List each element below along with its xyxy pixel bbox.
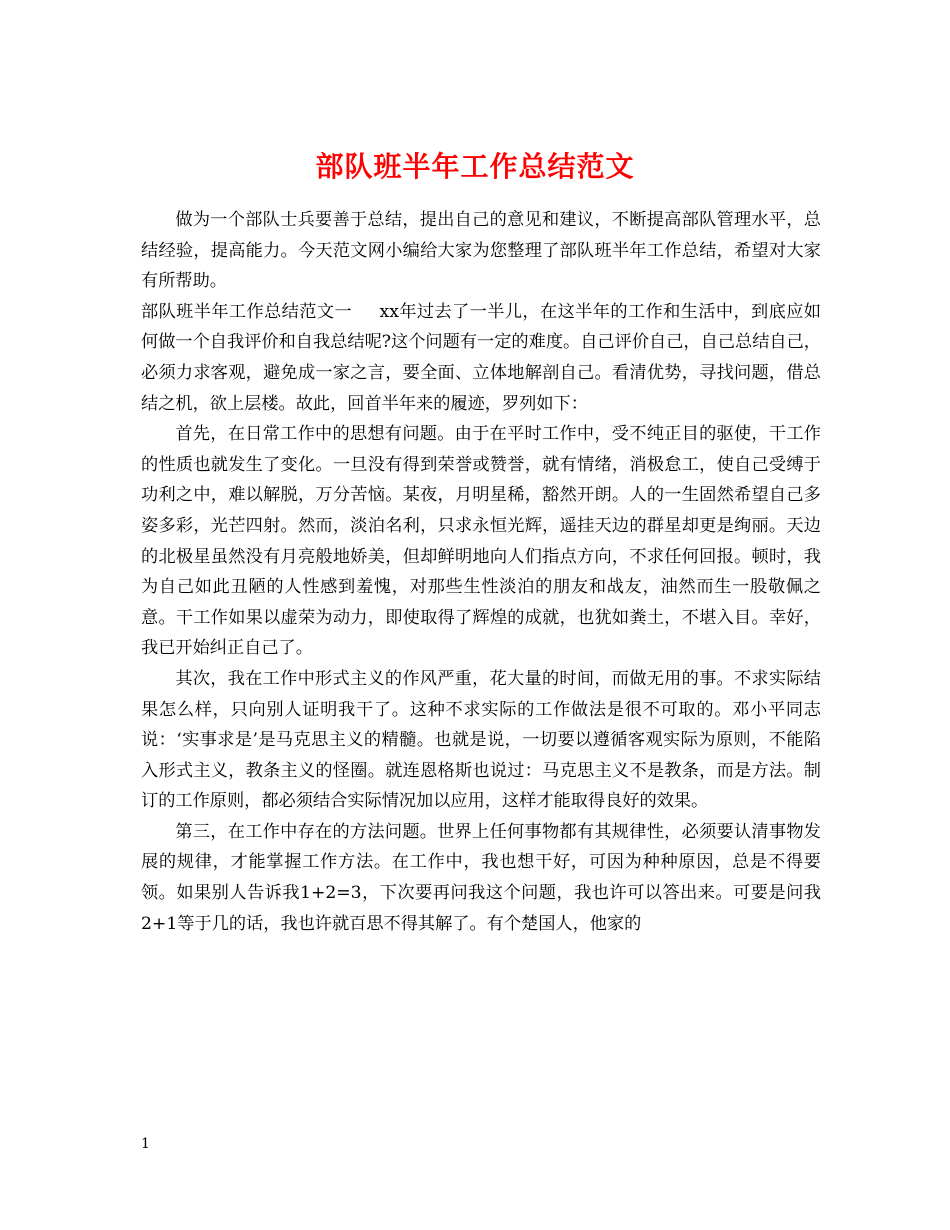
section-paragraph bbox=[141, 297, 821, 419]
body-paragraph-second: 其次，我在工作中形式主义的作风严重，花大量的时间，而做无用的事。不求实际结果怎么样，只向别人证明我干了。这种不求实际的工作做法是很不可取的。邓小平同志说：‘实事求是’是马克思主义的精髓。也就是说，一切要以遵循客观实际为原则，不能陷入形式主义，教条主义的怪圈。就连恩格斯也说过：马克思主义不是教条，而是方法。制订的工作原则，都必须结合实际情况加以应用，这样才能取得良好的效果。 bbox=[141, 668, 821, 812]
section-intro-text: xx年过去了一半儿，在这半年的工作和生活中，到底应如何做一个自我评价和自我总结呢?这个问题有一定的难度。自己评价自己，自己总结自己，必须力求客观，避免成一家之言，要全面、立体地解剖自己。看清优势，寻找问题，借总结之机，欲上层楼。故此，回首半年来的履迹，罗列如下： bbox=[141, 301, 821, 414]
page-number: 1 bbox=[141, 1136, 150, 1152]
body-paragraph-third: 第三，在工作中存在的方法问题。世界上任何事物都有其规律性，必须要认清事物发展的规律，才能掌握工作方法。在工作中，我也想干好，可因为种种原因，总是不得要领。如果别人告诉我1+2=3，下次要再问我这个问题，我也许可以答出来。可要是问我2+1等于几的话，我也许就百思不得其解了。有个楚国人，他家的 bbox=[141, 821, 821, 934]
intro-paragraph: 做为一个部队士兵要善于总结，提出自己的意见和建议，不断提高部队管理水平，总结经验，提高能力。今天范文网小编给大家为您整理了部队班半年工作总结，希望对大家有所帮助。 bbox=[141, 210, 821, 292]
document-title: 部队班半年工作总结范文 bbox=[315, 149, 635, 183]
body-paragraph-first: 首先，在日常工作中的思想有问题。由于在平时工作中，受不纯正目的驱使，干工作的性质也就发生了变化。一旦没有得到荣誉或赞誉，就有情绪，消极怠工，使自己受缚于功利之中，难以解脱，万分苦恼。某夜，月明星稀，豁然开朗。人的一生固然希望自己多姿多彩，光芒四射。然而，淡泊名利，只求永恒光辉，遥挂天边的群星却更是绚丽。天边的北极星虽然没有月亮般地娇美，但却鲜明地向人们指点方向，不求任何回报。顿时，我为自己如此丑陋的人性感到羞愧，对那些生性淡泊的朋友和战友，油然而生一股敬佩之意。干工作如果以虚荣为动力，即使取得了辉煌的成就，也犹如粪土，不堪入目。幸好，我已开始纠正自己了。 bbox=[141, 424, 821, 659]
section-heading: 部队班半年工作总结范文一 bbox=[141, 301, 353, 322]
document-body bbox=[141, 205, 821, 939]
